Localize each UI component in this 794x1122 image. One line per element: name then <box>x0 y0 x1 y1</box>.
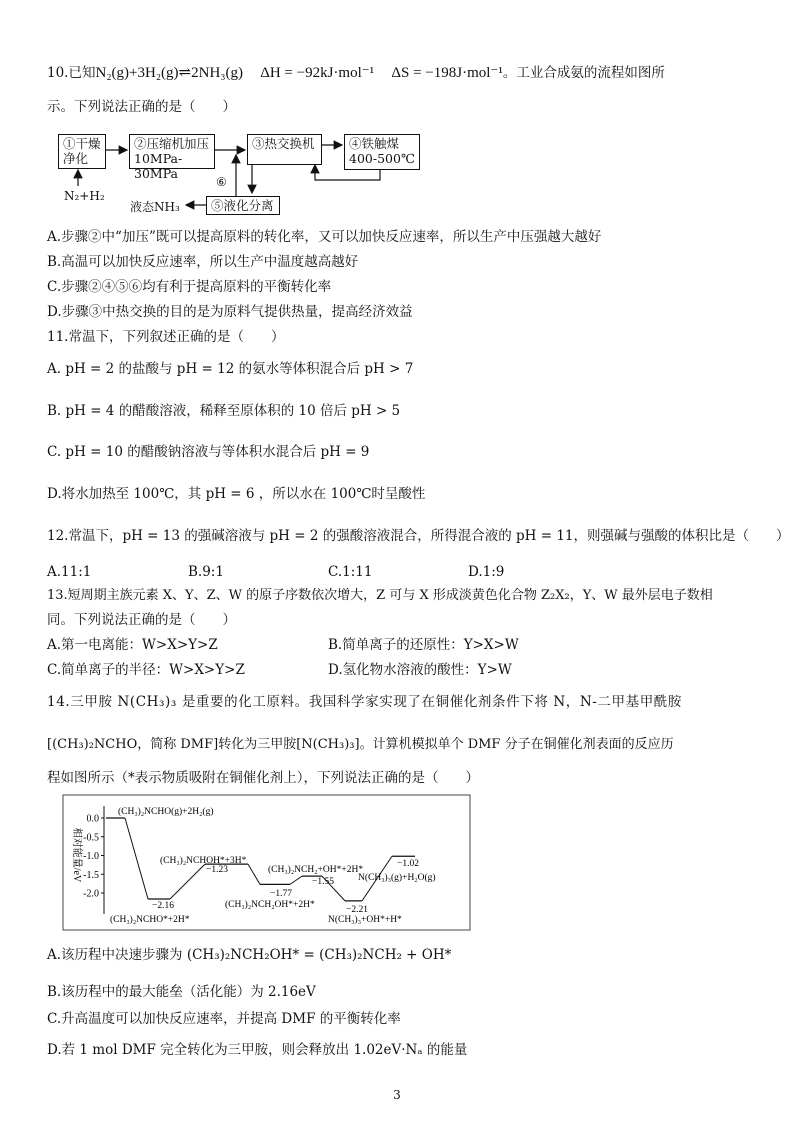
q12-option-b: B.9:1 <box>188 564 224 580</box>
flow-box-dry-line2: 净化 <box>63 151 89 166</box>
flow-output-label: 液态NH₃ <box>130 200 180 214</box>
y-tick-label: 0.0 <box>86 813 99 825</box>
q12-option-a: A.11:1 <box>47 564 92 580</box>
q11-option-c: C. pH = 10 的醋酸钠溶液与等体积水混合后 pH = 9 <box>47 444 370 460</box>
q10-delta-h: ΔH = −92kJ·mol⁻¹ <box>260 65 375 81</box>
y-tick-label: -0.5 <box>83 832 99 844</box>
q11-stem: 11.常温下，下列叙述正确的是（ ） <box>47 329 285 345</box>
flow-box-heat-exchanger-label: ③热交换机 <box>252 136 315 151</box>
q14-stem-line1: 14.三甲胺 N(CH₃)₃ 是重要的化工原料。我国科学家实现了在铜催化剂条件下将 N，N-二甲基甲酰胺 <box>47 694 683 710</box>
energy-value-label: −1.02 <box>397 859 419 869</box>
q11-option-a: A. pH = 2 的盐酸与 pH = 12 的氨水等体积混合后 pH > 7 <box>47 361 414 377</box>
q10-option-a: A.步骤②中“加压”既可以提高原料的转化率，又可以加快反应速率，所以生产中压强越大越好 <box>47 229 602 245</box>
species-label: (CH₃)₂NCH₂+OH*+2H* <box>268 865 364 875</box>
y-tick-label: -1.0 <box>83 851 99 862</box>
species-label: N(CH₃)₃+OH*+H* <box>328 915 402 925</box>
q14-option-a: A.该历程中决速步骤为 (CH₃)₂NCH₂OH* = (CH₃)₂NCH₂ + OH* <box>47 947 452 963</box>
energy-connector <box>290 876 302 884</box>
energy-connector <box>170 864 205 899</box>
q10-option-d: D.步骤③中热交换的目的是为原料气提供热量，提高经济效益 <box>47 304 413 320</box>
q10-equation: N₂(g)+3H₂(g)⇌2NH₃(g) <box>95 65 244 81</box>
q13-stem-line1: 13.短周期主族元素 X、Y、Z、W 的原子序数依次增大，Z 可与 X 形成淡黄色化合物 Z₂X₂，Y、W 最外层电子数相 <box>47 588 713 603</box>
q12-stem: 12.常温下，pH = 13 的强碱溶液与 pH = 2 的强酸溶液混合，所得混合液的 pH = 11，则强碱与强酸的体积比是（ ） <box>47 528 790 544</box>
species-label: N(CH₃)₃(g)+H₂O(g) <box>358 873 436 883</box>
y-tick-label: -2.0 <box>83 888 99 900</box>
species-label: (CH₃)₂NCH₂OH*+2H* <box>225 900 315 910</box>
flow-recycle-label: ⑥ <box>216 175 227 189</box>
flow-box-compress-line2: 10MPa-30MPa <box>134 151 183 181</box>
q14-stem-line3: 程如图所示（*表示物质吸附在铜催化剂上），下列说法正确的是（ ） <box>47 770 479 786</box>
q13-option-b: B.简单离子的还原性：Y>X>W <box>328 637 519 653</box>
q13-option-c: C.简单离子的半径：W>X>Y>Z <box>47 662 245 678</box>
y-axis-label: 相对能量/eV <box>71 827 82 883</box>
energy-value-label: −2.16 <box>152 901 174 911</box>
flow-box-catalyst-line1: ④铁触煤 <box>349 136 400 151</box>
q14-option-d: D.若 1 mol DMF 完全转化为三甲胺，则会释放出 1.02eV·Nₐ 的能量 <box>47 1042 468 1058</box>
energy-value-label: −1.77 <box>270 889 292 899</box>
flow-box-liquefy-label: ⑤液化分离 <box>211 198 274 213</box>
energy-connector <box>248 864 260 884</box>
q10-stem-line2: 示。下列说法正确的是（ ） <box>47 99 236 115</box>
species-label: (CH₃)₂NCHO(g)+2H₂(g) <box>118 807 214 817</box>
page-number: 3 <box>393 1088 401 1102</box>
flow-box-compress-line1: ②压缩机加压 <box>134 136 210 151</box>
q10-stem-prefix: 10.已知 <box>47 65 96 81</box>
energy-connector <box>125 818 148 899</box>
q11-option-d: D.将水加热至 100℃，其 pH = 6 ，所以水在 100℃时呈酸性 <box>47 486 426 502</box>
q10-delta-s: ΔS = −198J·mol⁻¹ <box>391 65 503 81</box>
q12-option-d: D.1:9 <box>468 564 505 580</box>
energy-value-label: −1.55 <box>312 877 334 887</box>
species-label: (CH₃)₂NCHOH*+3H* <box>160 856 247 866</box>
q14-stem-line2: [(CH₃)₂NCHO，简称 DMF]转化为三甲胺[N(CH₃)₃]。计算机模拟单个 DMF 分子在铜催化剂表面的反应历 <box>47 737 674 752</box>
q11-option-b: B. pH = 4 的醋酸溶液，稀释至原体积的 10 倍后 pH > 5 <box>47 403 401 419</box>
energy-value-label: −2.21 <box>346 905 368 915</box>
q10-option-b: B.高温可以加快反应速率，所以生产中温度越高越好 <box>47 254 359 270</box>
q14-option-c: C.升高温度可以加快反应速率，并提高 DMF 的平衡转化率 <box>47 1011 401 1027</box>
q10-option-c: C.步骤②④⑤⑥均有利于提高原料的平衡转化率 <box>47 279 332 295</box>
flow-input-label: N₂+H₂ <box>64 189 105 203</box>
q13-option-d: D.氢化物水溶液的酸性：Y>W <box>328 662 512 678</box>
y-tick-label: -1.5 <box>83 869 99 881</box>
species-label: (CH₃)₂NCHO*+2H* <box>110 915 190 925</box>
flow-box-dry-line1: ①干燥 <box>63 136 101 151</box>
q13-option-a: A.第一电离能：W>X>Y>Z <box>47 637 218 653</box>
q12-option-c: C.1:11 <box>328 564 373 580</box>
q14-option-b: B.该历程中的最大能垒（活化能）为 2.16eV <box>47 984 316 1000</box>
flow-box-catalyst-line2: 400-500℃ <box>349 151 415 166</box>
q10-stem-suffix: 。工业合成氨的流程如图所 <box>502 65 665 81</box>
energy-value-label: −1.23 <box>206 865 228 875</box>
q13-stem-line2: 同。下列说法正确的是（ ） <box>47 612 236 628</box>
